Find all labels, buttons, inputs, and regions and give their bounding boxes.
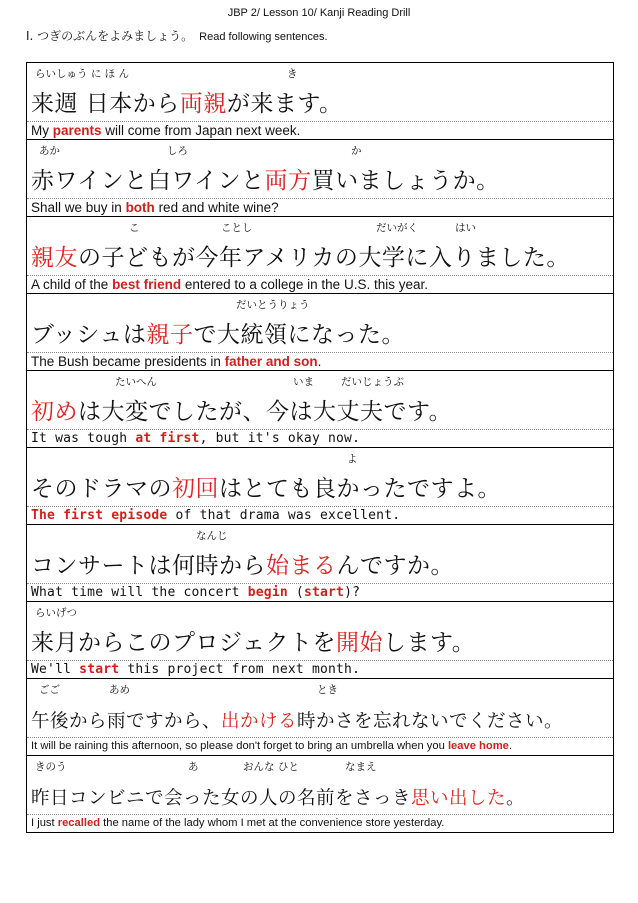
furigana-line	[31, 297, 609, 311]
target-meaning: start	[79, 662, 120, 677]
furigana: あめ	[109, 684, 130, 696]
drill-row	[26, 217, 614, 294]
japanese-sentence	[31, 547, 454, 580]
english-translation	[27, 430, 613, 448]
target-kanji: 開始	[336, 630, 384, 656]
target-kanji: 初め	[31, 399, 78, 425]
target-kanji: 親子	[146, 322, 194, 348]
drill-row	[26, 140, 614, 217]
japanese-cell	[27, 371, 613, 430]
furigana: いま	[293, 376, 314, 388]
drill-row	[26, 448, 614, 525]
target-meaning: father and son	[224, 354, 318, 369]
furigana: ことし	[221, 222, 253, 234]
translation-text: .	[317, 354, 322, 369]
english-translation	[27, 507, 613, 525]
japanese-sentence	[31, 393, 452, 426]
drill-row	[26, 371, 614, 448]
sentence-text: 来週 日本から	[31, 91, 180, 117]
furigana: だいがく	[376, 222, 418, 234]
translation-text: .	[508, 740, 513, 752]
target-meaning: parents	[52, 123, 102, 138]
furigana: なんじ	[196, 530, 228, 542]
instruction	[26, 27, 328, 44]
japanese-sentence	[31, 85, 342, 118]
furigana-line	[31, 528, 609, 542]
japanese-sentence	[31, 470, 501, 503]
translation-text: It will be raining this afternoon, so please don't forget to bring an umbrella when you	[31, 740, 448, 752]
drill-row	[26, 756, 614, 833]
japanese-sentence	[31, 707, 563, 733]
furigana: きのう	[35, 761, 67, 773]
furigana: き	[287, 68, 298, 80]
translation-text: )?	[344, 585, 361, 600]
furigana: あか	[39, 145, 60, 157]
furigana: よ	[347, 453, 358, 465]
furigana: だいじょうぶ	[341, 376, 404, 388]
sentence-text: は大変でしたが、今は大丈夫です。	[78, 399, 453, 425]
drill-row	[26, 525, 614, 602]
japanese-cell	[27, 602, 613, 661]
english-translation	[27, 738, 613, 756]
instruction-en: Read following sentences.	[199, 31, 328, 43]
drill-row	[26, 294, 614, 371]
japanese-cell	[27, 140, 613, 199]
sentence-text: 赤ワインと白ワインと	[31, 168, 265, 194]
furigana: こ	[129, 222, 140, 234]
furigana-line	[31, 374, 609, 388]
sentence-text: が来ます。	[226, 91, 343, 117]
english-translation	[27, 353, 613, 371]
target-meaning: both	[125, 200, 155, 215]
furigana-line	[31, 220, 609, 234]
furigana: らいげつ	[35, 607, 77, 619]
furigana: らいしゅう に ほ ん	[35, 68, 130, 80]
translation-text: of that drama was excellent.	[167, 508, 401, 523]
sentence-text: 。	[506, 788, 526, 809]
japanese-cell	[27, 294, 613, 353]
drill-row	[26, 679, 614, 756]
target-kanji: 思い出した	[411, 788, 507, 809]
translation-text: this project from next month.	[119, 662, 361, 677]
japanese-cell	[27, 525, 613, 584]
sentence-text: 昨日コンビニで会った女の人の名前をさっき	[31, 788, 412, 809]
furigana: だいとうりょう	[236, 299, 310, 311]
translation-text: (	[287, 585, 304, 600]
japanese-sentence	[31, 316, 405, 349]
translation-text: My	[31, 123, 53, 138]
english-translation	[27, 584, 613, 602]
furigana-line	[31, 66, 609, 80]
furigana: たいへん	[115, 376, 157, 388]
translation-text: entered to a college in the U.S. this year.	[181, 277, 428, 292]
furigana-line	[31, 143, 609, 157]
target-meaning: start	[303, 585, 345, 600]
reading-drill-table	[26, 62, 614, 833]
furigana: か	[351, 145, 362, 157]
sentence-text: 午後から雨ですから、	[31, 711, 222, 732]
target-kanji: 出かける	[221, 711, 298, 732]
sentence-text: んですか。	[336, 553, 454, 579]
instruction-jp: Ⅰ. つぎのぶんをよみましょう。	[26, 29, 194, 43]
japanese-sentence	[31, 624, 475, 657]
english-translation	[27, 122, 613, 140]
translation-text: The Bush became presidents in	[31, 354, 225, 369]
target-kanji: 初回	[172, 476, 219, 502]
translation-text: will come from Japan next week.	[101, 123, 301, 138]
sentence-text: ブッシュは	[31, 322, 147, 348]
translation-text: , but it's okay now.	[199, 431, 361, 446]
target-meaning: begin	[247, 585, 288, 600]
translation-text: What time will the concert	[31, 585, 248, 600]
target-meaning: The first episode	[31, 508, 168, 523]
sentence-text: 買いましょうか。	[311, 168, 500, 194]
sentence-text: コンサートは何時から	[31, 553, 266, 579]
japanese-cell	[27, 63, 613, 122]
english-translation	[27, 815, 613, 833]
furigana-line	[31, 682, 609, 696]
english-translation	[27, 276, 613, 294]
target-kanji: 親友	[31, 245, 78, 271]
target-kanji: 両方	[264, 168, 312, 194]
furigana-line	[31, 605, 609, 619]
furigana: とき	[317, 684, 338, 696]
sentence-text: の子どもが今年アメリカの大学に入りました。	[78, 245, 570, 271]
translation-text: A child of the	[31, 277, 113, 292]
sentence-text: します。	[383, 630, 476, 656]
drill-row	[26, 602, 614, 679]
japanese-sentence	[31, 784, 525, 810]
furigana: ごご	[39, 684, 60, 696]
furigana: なまえ	[345, 761, 377, 773]
japanese-sentence	[31, 162, 500, 195]
japanese-cell	[27, 679, 613, 738]
japanese-sentence	[31, 239, 570, 272]
japanese-cell	[27, 756, 613, 815]
target-kanji: 両親	[179, 91, 227, 117]
page-title: JBP 2/ Lesson 10/ Kanji Reading Drill	[227, 7, 411, 19]
furigana: しろ	[167, 145, 188, 157]
english-translation	[27, 199, 613, 217]
furigana: あ	[188, 761, 199, 773]
sentence-text: 時かさを忘れないでください。	[297, 711, 564, 732]
translation-text: red and white wine?	[154, 200, 279, 215]
translation-text: Shall we buy in	[31, 200, 126, 215]
target-kanji: 始まる	[266, 553, 337, 579]
sentence-text: そのドラマの	[31, 476, 172, 502]
sentence-text: で大統領になった。	[193, 322, 405, 348]
furigana: おんな ひと	[243, 761, 299, 773]
target-meaning: at first	[135, 431, 200, 446]
target-meaning: best friend	[112, 277, 182, 292]
japanese-cell	[27, 448, 613, 507]
japanese-cell	[27, 217, 613, 276]
target-meaning: recalled	[57, 817, 101, 829]
translation-text: It was tough	[31, 431, 136, 446]
sentence-text: はとても良かったですよ。	[219, 476, 501, 502]
translation-text: the name of the lady whom I met at the convenience store yesterday.	[100, 817, 445, 829]
furigana-line	[31, 451, 609, 465]
furigana-line	[31, 759, 609, 773]
target-meaning: leave home	[447, 740, 509, 752]
drill-row	[26, 63, 614, 140]
translation-text: We'll	[31, 662, 80, 677]
translation-text: I just	[31, 817, 58, 829]
english-translation	[27, 661, 613, 679]
furigana: はい	[455, 222, 476, 234]
sentence-text: 来月からこのプロジェクトを	[31, 630, 337, 656]
